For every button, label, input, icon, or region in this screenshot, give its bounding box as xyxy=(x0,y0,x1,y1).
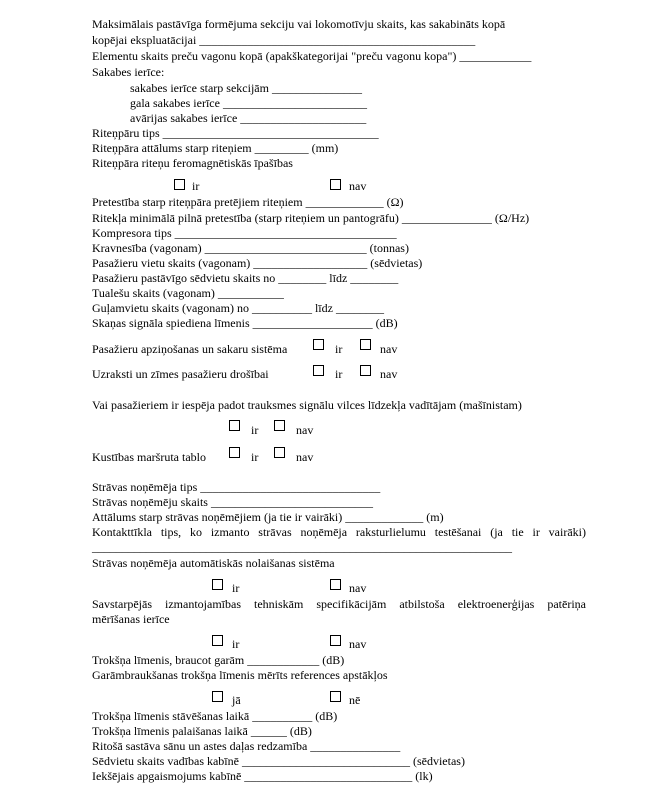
field-freight-elements: Elementu skaits preču vagonu kopā (apakškategorijai "preču vagonu kopa") ____________ xyxy=(92,49,532,63)
field-visibility: Ritošā sastāva sānu un astes daļas redzamība _______________ xyxy=(92,739,401,753)
field-passby-noise: Trokšņa līmenis, braucot garām ____________ (dB) xyxy=(92,653,345,667)
field-catenary-type: Kontakttīkla tips, ko izmanto strāvas noņēmēja raksturlielumu testēšanai (ja tie ir vairāki) xyxy=(92,525,586,539)
label-ne: nē xyxy=(349,693,361,707)
field-safety-signs: Uzraksti un zīmes pasažieru drošībai xyxy=(92,367,269,381)
label-ir: ir xyxy=(232,581,240,595)
field-pantograph-distance: Attālums starp strāvas noņēmējiem (ja tie ir vairāki) _____________ (m) xyxy=(92,510,444,524)
field-max-sections: Maksimālais pastāvīga formējuma sekciju vai lokomotīvju skaits, kas sakabināts kopā xyxy=(92,17,506,31)
field-end-coupling: gala sakabes ierīce ________________________ xyxy=(130,96,367,110)
field-cab-seats: Sēdvietu skaits vadības kabīnē ____________________________ (sēdvietas) xyxy=(92,754,465,768)
label-nav: nav xyxy=(380,367,398,381)
checkbox-autodrop-ir[interactable] xyxy=(212,579,223,590)
field-standstill-noise: Trokšņa līmenis stāvēšanas laikā __________ (dB) xyxy=(92,709,338,723)
label-ir: ir xyxy=(251,450,259,464)
field-reference-conditions: Garāmbraukšanas trokšņa līmenis mērīts references apstākļos xyxy=(92,668,388,682)
label-ir: ir xyxy=(251,423,259,437)
field-toilets: Tualešu skaits (vagonam) ___________ xyxy=(92,286,284,300)
field-ferromagnetic-properties: Riteņpāra riteņu feromagnētiskās īpašības xyxy=(92,156,293,170)
field-horn-pressure: Skaņas signāla spiediena līmenis ____________________ (dB) xyxy=(92,316,398,330)
checkbox-ferromagnetic-nav[interactable] xyxy=(330,179,341,190)
field-resistance-wheels: Pretestība starp riteņpāra pretējiem riteņiem _____________ (Ω) xyxy=(92,195,404,209)
label-nav: nav xyxy=(296,423,314,437)
field-pantograph-type: Strāvas noņēmēja tips ______________________________ xyxy=(92,480,381,494)
heading-coupling: Sakabes ierīce: xyxy=(92,65,165,79)
field-max-sections-cont: kopējai ekspluatācijai ______________________________________________ xyxy=(92,33,476,47)
field-energy-meter: Savstarpējās izmantojamības tehniskām specifikācijām atbilstoša elektroenerģijas patēriņa xyxy=(92,597,586,611)
checkbox-pa-nav[interactable] xyxy=(360,339,371,350)
field-catenary-type-blank: ______________________________________________________________________ xyxy=(92,540,512,554)
label-nav: nav xyxy=(349,581,367,595)
field-min-impedance: Ritekļa minimālā pilnā pretestība (starp riteņiem un pantogrāfu) _______________ (Ω/Hz) xyxy=(92,211,530,225)
checkbox-route-ir[interactable] xyxy=(229,447,240,458)
checkbox-ferromagnetic-ir[interactable] xyxy=(174,179,185,190)
field-compressor-type: Kompresora tips _____________________________________ xyxy=(92,226,397,240)
field-pa-system: Pasažieru apziņošanas un sakaru sistēma xyxy=(92,342,288,356)
checkbox-reference-ne[interactable] xyxy=(330,691,341,702)
field-wheel-distance: Riteņpāra attālums starp riteņiem _________ (mm) xyxy=(92,141,339,155)
checkbox-alarm-ir[interactable] xyxy=(229,420,240,431)
checkbox-reference-ja[interactable] xyxy=(212,691,223,702)
field-fixed-seats: Pasažieru pastāvīgo sēdvietu skaits no ________ līdz ________ xyxy=(92,271,399,285)
checkbox-signs-nav[interactable] xyxy=(360,365,371,376)
field-emergency-coupling: avārijas sakabes ierīce _____________________ xyxy=(130,111,367,125)
label-nav: nav xyxy=(380,342,398,356)
field-cab-lighting: Iekšējais apgaismojums kabīnē ____________________________ (lk) xyxy=(92,769,433,783)
label-ir: ir xyxy=(232,637,240,651)
label-ja: jā xyxy=(232,693,241,707)
field-startup-noise: Trokšņa līmenis palaišanas laikā ______ (dB) xyxy=(92,724,312,738)
field-coupling-between-sections: sakabes ierīce starp sekcijām _______________ xyxy=(130,81,362,95)
field-passenger-seats: Pasažieru vietu skaits (vagonam) ___________________ (sēdvietas) xyxy=(92,256,423,270)
label-ir: ir xyxy=(192,179,200,193)
checkbox-pa-ir[interactable] xyxy=(313,339,324,350)
checkbox-autodrop-nav[interactable] xyxy=(330,579,341,590)
label-ir: ir xyxy=(335,367,343,381)
checkbox-meter-ir[interactable] xyxy=(212,635,223,646)
field-energy-meter-cont: mērīšanas ierīce xyxy=(92,612,170,626)
field-berths: Guļamvietu skaits (vagonam) no __________ līdz ________ xyxy=(92,301,384,315)
label-nav: nav xyxy=(349,179,367,193)
field-wheelset-type: Riteņpāru tips ____________________________________ xyxy=(92,126,379,140)
label-nav: nav xyxy=(349,637,367,651)
checkbox-route-nav[interactable] xyxy=(274,447,285,458)
field-pantograph-count: Strāvas noņēmēju skaits ___________________________ xyxy=(92,495,373,509)
field-auto-drop: Strāvas noņēmēja automātiskās nolaišanas sistēma xyxy=(92,556,335,570)
field-load-capacity: Kravnesība (vagonam) ___________________________ (tonnas) xyxy=(92,241,409,255)
label-ir: ir xyxy=(335,342,343,356)
checkbox-alarm-nav[interactable] xyxy=(274,420,285,431)
label-nav: nav xyxy=(296,450,314,464)
checkbox-meter-nav[interactable] xyxy=(330,635,341,646)
checkbox-signs-ir[interactable] xyxy=(313,365,324,376)
field-route-display: Kustības maršruta tablo xyxy=(92,450,206,464)
field-alarm-signal: Vai pasažieriem ir iespēja padot trauksmes signālu vilces līdzekļa vadītājam (mašīnistam) xyxy=(92,398,522,412)
